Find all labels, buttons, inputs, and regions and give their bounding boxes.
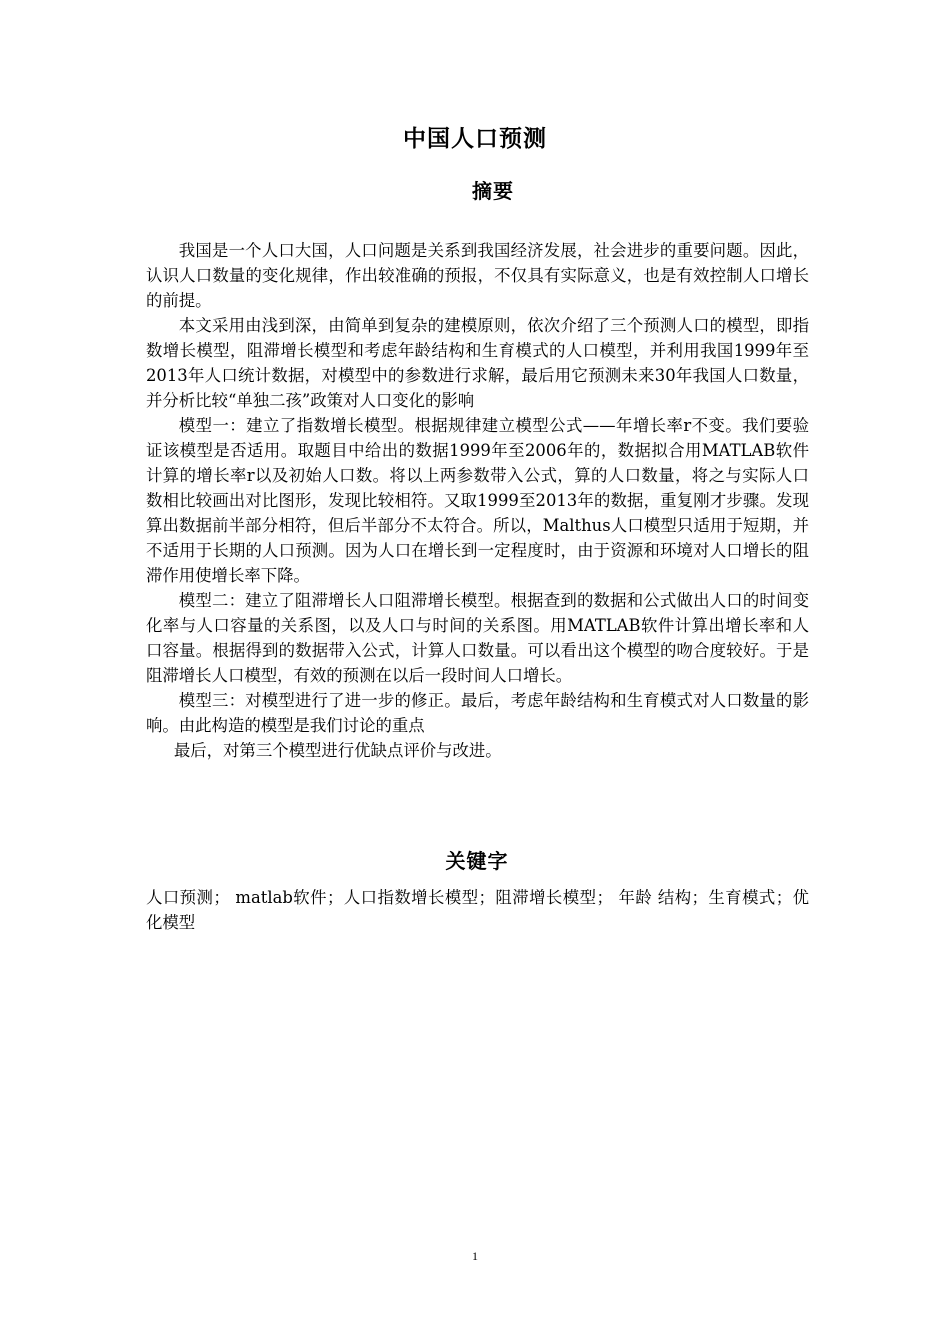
paper-title: 中国人口预测 <box>403 126 547 152</box>
abstract-paragraph: 模型一：建立了指数增长模型。根据规律建立模型公式——年增长率r不变。我们要验证该模型是否适用。取题目中给出的数据1999年至2006年的，数据拟合用MATLAB软件计算的增长率r以及初始人口数。将以上两参数带入公式，算的人口数量，将之与实际人口数相比较画出对比图形，发现比较相符。又取1999至2013年的数据，重复刚才步骤。发现算出数据前半部分相符，但后半部分不太符合。所以，Malthus人口模型只适用于短期，并不适用于长期的人口预测。因为人口在增长到一定程度时，由于资源和环境对人口增长的阻滞作用使增长率下降。 <box>146 416 809 585</box>
abstract-paragraph: 我国是一个人口大国，人口问题是关系到我国经济发展，社会进步的重要问题。因此，认识人口数量的变化规律，作出较准确的预报，不仅具有实际意义，也是有效控制人口增长的前提。 <box>146 241 809 310</box>
keywords-body <box>146 885 809 935</box>
abstract-paragraph: 最后，对第三个模型进行优缺点评价与改进。 <box>173 741 502 760</box>
keywords-heading: 关键字 <box>445 849 509 873</box>
abstract-paragraph: 本文采用由浅到深，由简单到复杂的建模原则，依次介绍了三个预测人口的模型，即指数增长模型，阻滞增长模型和考虑年龄结构和生育模式的人口模型，并利用我国1999年至2013年人口统计数据，对模型中的参数进行求解，最后用它预测未来30年我国人口数量，并分析比较“单独二孩”政策对人口变化的影响 <box>146 316 809 410</box>
abstract-body <box>146 238 809 763</box>
abstract-paragraph: 模型二：建立了阻滞增长人口阻滞增长模型。根据查到的数据和公式做出人口的时间变化率与人口容量的关系图，以及人口与时间的关系图。用MATLAB软件计算出增长率和人口容量。根据得到的数据带入公式，计算人口数量。可以看出这个模型的吻合度较好。于是阻滞增长人口模型，有效的预测在以后一段时间人口增长。 <box>146 591 809 685</box>
keywords-text: 人口预测； matlab软件；人口指数增长模型；阻滞增长模型； 年龄 结构；生育模式；优化模型 <box>146 888 809 932</box>
abstract-paragraph: 模型三：对模型进行了进一步的修正。最后，考虑年龄结构和生育模式对人口数量的影响。由此构造的模型是我们讨论的重点 <box>146 691 809 735</box>
abstract-heading: 摘要 <box>472 179 514 203</box>
page-number: 1 <box>472 1249 478 1263</box>
